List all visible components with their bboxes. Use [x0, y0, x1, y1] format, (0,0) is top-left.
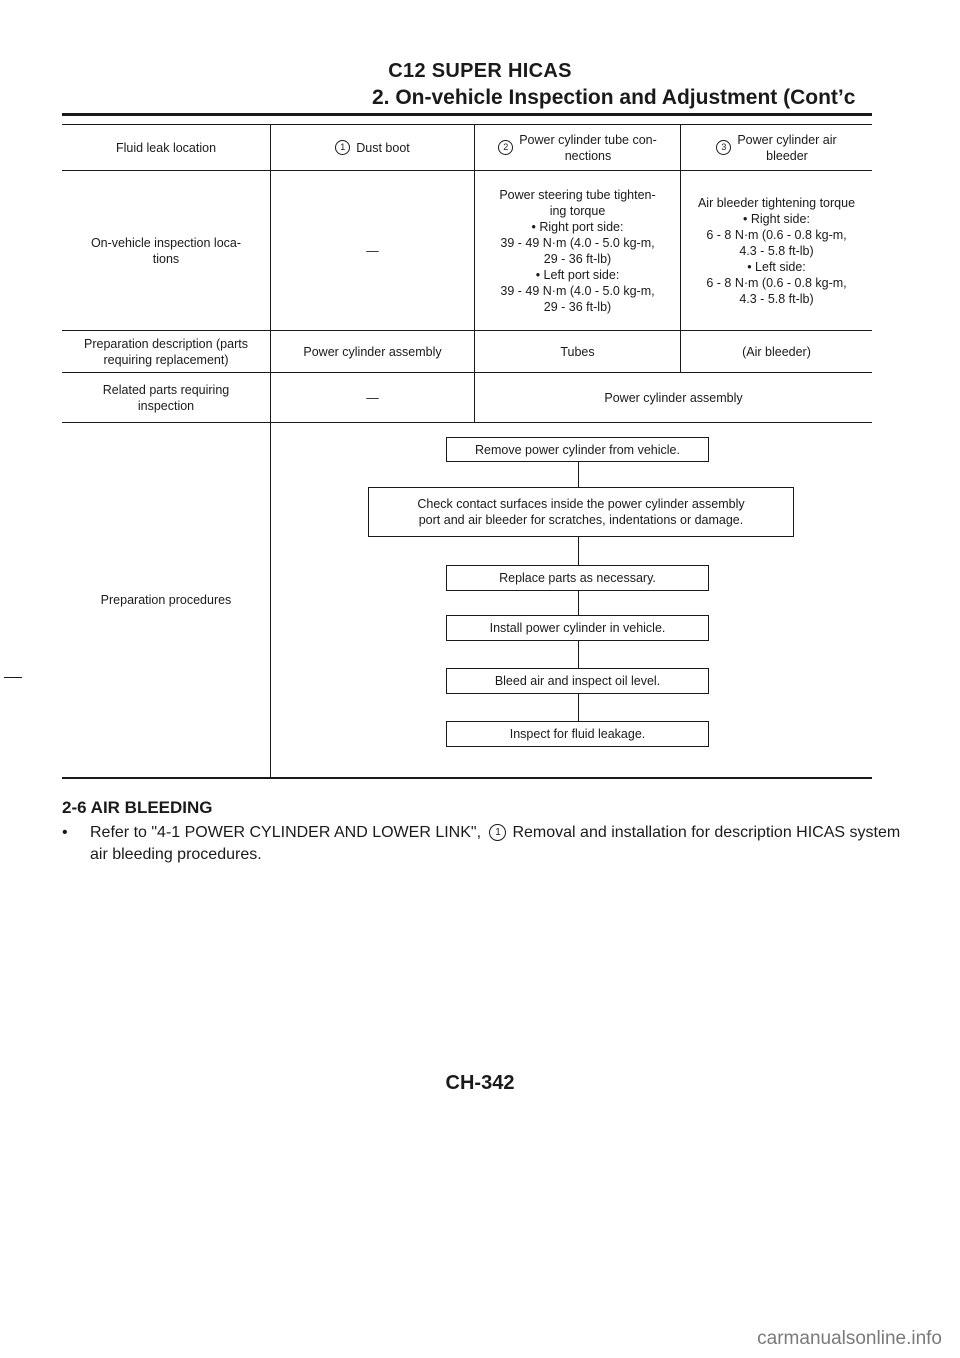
flow-arrow — [578, 694, 579, 721]
row-label-prep-description: Preparation description (parts requiring replacement) — [84, 336, 248, 367]
circled-number-1: 1 — [489, 824, 506, 841]
leak-location-label: Dust boot — [356, 140, 410, 155]
subsection-title: 2. On-vehicle Inspection and Adjustment (Cont’c — [372, 86, 856, 109]
row-label-related-parts: Related parts requiring inspection — [102, 382, 230, 413]
procedure-step-5: Bleed air and inspect oil level. — [446, 668, 709, 694]
inspection-dust-boot-value: — — [366, 243, 379, 258]
circled-number-3: 3 — [716, 140, 731, 155]
inspection-tube-torque: Power steering tube tighten- ing torque • Right port side: 39 - 49 N·m (4.0 - 5.0 kg-m, 29 - 36 ft-lb) • Left port side: 39 - 49 N·m (4.0 - 5.0 kg-m, 29 - 36 ft-lb) — [499, 187, 656, 314]
related-parts-dust-boot: — — [366, 390, 379, 405]
section-title: C12 SUPER HICAS — [388, 60, 572, 82]
prep-desc-air-bleeder: (Air bleeder) — [742, 344, 811, 359]
air-bleeding-heading: 2-6 AIR BLEEDING — [62, 798, 213, 817]
circled-number-2: 2 — [498, 140, 513, 155]
procedure-step-3: Replace parts as necessary. — [446, 565, 709, 591]
leak-location-air-bleeder — [681, 125, 872, 170]
row-label-fluid-leak: Fluid leak location — [115, 140, 217, 155]
air-bleeding-paragraph — [62, 822, 902, 866]
page-number: CH-342 — [445, 1072, 515, 1094]
flow-arrow — [578, 591, 579, 615]
margin-mark — [4, 677, 22, 678]
leak-location-dust-boot — [271, 125, 474, 170]
circled-number-1: 1 — [335, 140, 350, 155]
flow-arrow — [578, 462, 579, 487]
related-parts-power-cylinder: Power cylinder assembly — [604, 390, 743, 405]
row-label-inspection-locations: On-vehicle inspection loca- tions — [90, 235, 242, 266]
watermark: carmanualsonline.info — [757, 1328, 942, 1349]
prep-desc-tubes: Tubes — [560, 344, 595, 359]
procedure-step-4: Install power cylinder in vehicle. — [446, 615, 709, 641]
prep-desc-power-cylinder: Power cylinder assembly — [303, 344, 442, 359]
bullet: • — [62, 824, 68, 841]
header-rule — [62, 113, 872, 116]
row-label-prep-procedures: Preparation procedures — [100, 593, 232, 607]
flow-arrow — [578, 537, 579, 565]
table-bottom-rule — [62, 777, 872, 779]
flow-arrow — [578, 641, 579, 668]
inspection-air-bleeder-torque: Air bleeder tightening torque • Right side: 6 - 8 N·m (0.6 - 0.8 kg-m, 4.3 - 5.8 ft-lb) • Left side: 6 - 8 N·m (0.6 - 0.8 kg-m, 4.3 - 5.8 ft-lb) — [697, 195, 856, 306]
procedure-step-6: Inspect for fluid leakage. — [446, 721, 709, 747]
leak-location-label: Power cylinder air bleeder — [737, 132, 837, 163]
reference-text: Refer to "4-1 POWER CYLINDER AND LOWER LINK", — [90, 824, 482, 841]
procedure-step-2: Check contact surfaces inside the power cylinder assembly port and air bleeder for scratches, indentations or damage. — [368, 487, 794, 537]
reference-text-continued: Removal and installation for description HICAS system air bleeding procedures. — [90, 824, 901, 863]
procedure-step-1: Remove power cylinder from vehicle. — [446, 437, 709, 462]
leak-location-tube-connections — [475, 125, 680, 170]
leak-location-label: Power cylinder tube con- nections — [519, 132, 657, 163]
